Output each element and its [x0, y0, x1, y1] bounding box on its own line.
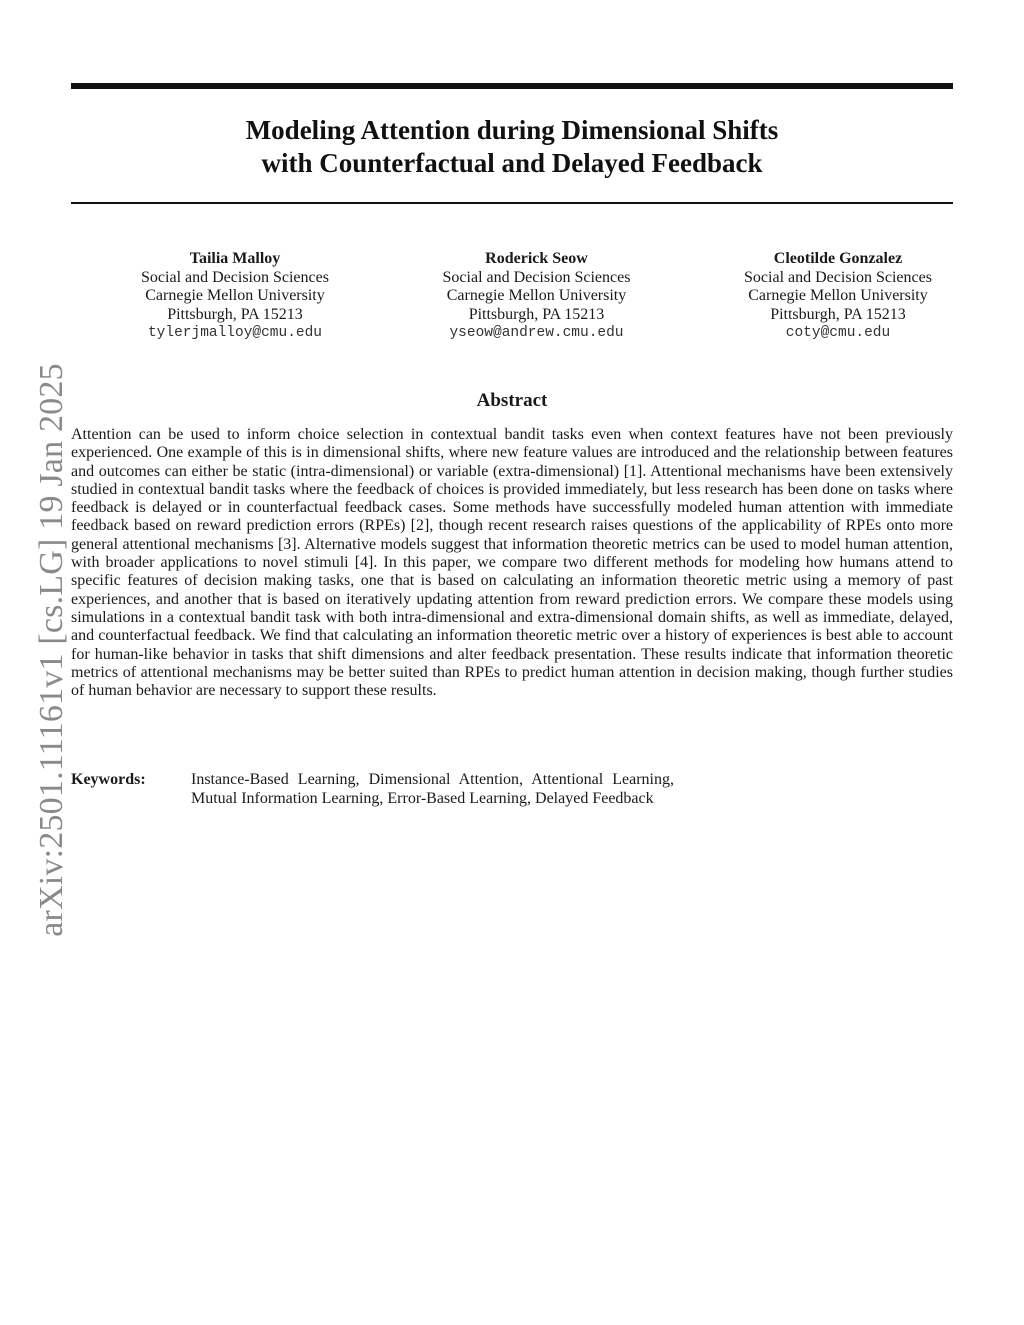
keywords-section [71, 771, 674, 808]
paper-title [71, 114, 953, 180]
keywords-label: Keywords: [71, 771, 146, 788]
author-name: Tailia Malloy [189, 250, 281, 267]
keywords-values: Instance-Based Learning, Dimensional Attention, Attentional Learning, Mutual Information Learning, Error-Based Learning, Delayed Feedback [191, 771, 674, 807]
author-email[interactable]: yseow@andrew.cmu.edu [449, 325, 624, 341]
author-block [71, 250, 953, 343]
author-institution: Carnegie Mellon University [145, 287, 325, 304]
title-top-rule [71, 83, 953, 89]
abstract-heading: Abstract [476, 390, 548, 411]
author-3 [688, 250, 988, 343]
abstract-body: Attention can be used to inform choice selection in contextual bandit tasks even when context features have not been previously experienced. One example of this is in dimensional shifts, where new feature values are introduced and the relationship between features and outcomes can either be static (intra-dimensional) or variable (extra-dimensional) [1]. Attentional mechanisms have been extensively studied in contextual bandit tasks where the feedback of choices is provided immediately, but less research has been done on tasks where feedback is delayed or in counterfactual feedback cases. Some methods have successfully modeled human attention with immediate feedback based on reward prediction errors (RPEs) [2], though recent research raises questions of the applicability of RPEs onto more general attentional mechanisms [3]. Alternative models suggest that information theoretic metrics can be used to model human attention, with broader applications to novel stimuli [4]. In this paper, we compare two different methods for modeling how humans attend to specific features of decision making tasks, one that is based on calculating an information theoretic metric using a memory of past experiences, and another that is based on iteratively updating attention from reward prediction errors. We compare these models using simulations in a contextual bandit task with both intra-dimensional and extra-dimensional domain shifts, as well as immediate, delayed, and counterfactual feedback. We find that calculating an information theoretic metric over a history of experiences is best able to account for human-like behavior in tasks that shift dimensions and alter feedback presentation. These results indicate that information theoretic metrics of attentional mechanisms may be better suited than RPEs to predict human attention in decision making, though further studies of human behavior are necessary to support these results. [71, 426, 953, 700]
author-1 [85, 250, 385, 343]
author-email[interactable]: coty@cmu.edu [785, 325, 891, 341]
author-email[interactable]: tylerjmalloy@cmu.edu [147, 325, 323, 341]
paper-title-line-2: with Counterfactual and Delayed Feedback [261, 148, 763, 178]
author-institution: Carnegie Mellon University [446, 287, 627, 304]
author-institution: Carnegie Mellon University [748, 287, 928, 304]
author-department: Social and Decision Sciences [141, 268, 329, 286]
author-department: Social and Decision Sciences [442, 268, 631, 286]
author-name: Cleotilde Gonzalez [773, 250, 903, 267]
paper-title-line-1: Modeling Attention during Dimensional Shifts [245, 115, 779, 145]
author-department: Social and Decision Sciences [744, 268, 932, 286]
author-2 [387, 250, 687, 343]
author-location: Pittsburgh, PA 15213 [167, 305, 303, 323]
arxiv-identifier: arXiv:2501.11161v1 [cs.LG] 19 Jan 2025 [33, 363, 70, 937]
author-location: Pittsburgh, PA 15213 [468, 305, 605, 323]
title-bottom-rule [71, 202, 953, 204]
author-name: Roderick Seow [485, 250, 588, 267]
author-location: Pittsburgh, PA 15213 [770, 305, 906, 323]
